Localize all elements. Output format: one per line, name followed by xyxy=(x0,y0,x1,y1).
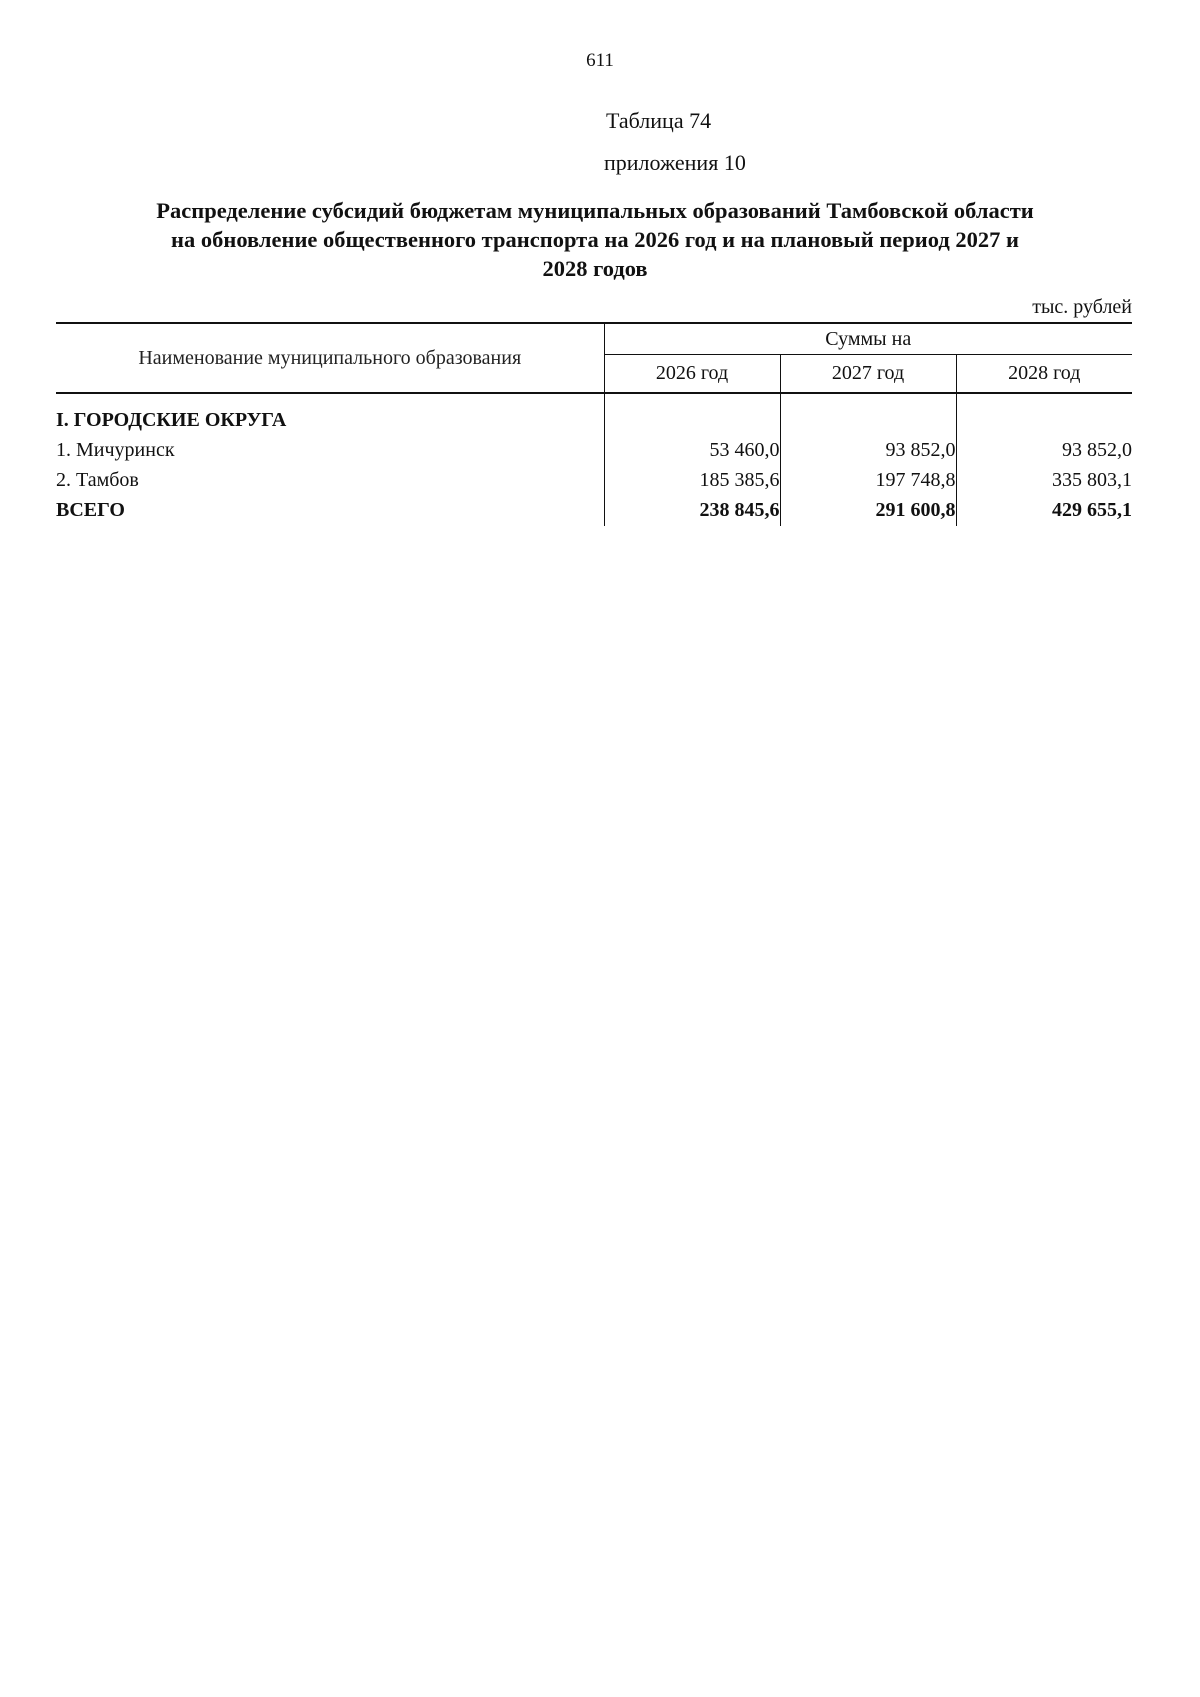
table-row xyxy=(56,462,1132,492)
header-year-2026: 2026 год xyxy=(604,355,780,393)
header-sums: Суммы на xyxy=(604,323,1132,355)
document-title xyxy=(100,196,1090,283)
subsidy-table xyxy=(56,322,1132,526)
value-2027: 197 748,8 xyxy=(780,462,956,492)
page-number: 611 xyxy=(586,50,614,71)
section-row xyxy=(56,393,1132,432)
municipality-name: 2. Тамбов xyxy=(56,462,604,492)
header-year-2027: 2027 год xyxy=(780,355,956,393)
total-2026: 238 845,6 xyxy=(604,492,780,526)
appendix-reference: приложения 10 xyxy=(604,150,746,175)
table-reference: Таблица 74 xyxy=(606,108,712,133)
section-title: I. ГОРОДСКИЕ ОКРУГА xyxy=(56,393,604,432)
header-municipality: Наименование муниципального образования xyxy=(56,323,604,393)
title-line: на обновление общественного транспорта на 2026 год и на плановый период 2027 и xyxy=(171,227,1019,252)
value-2028: 93 852,0 xyxy=(1062,439,1132,461)
value-2026: 185 385,6 xyxy=(604,462,780,492)
value-2027: 93 852,0 xyxy=(780,432,956,462)
title-line: 2028 годов xyxy=(542,256,648,281)
value-2026: 53 460,0 xyxy=(604,432,780,462)
total-label: ВСЕГО xyxy=(56,492,604,526)
municipality-name: 1. Мичуринск xyxy=(56,432,604,462)
total-row xyxy=(56,492,1132,526)
header-year-2028: 2028 год xyxy=(956,355,1132,393)
value-2028: 335 803,1 xyxy=(1052,469,1132,491)
total-2028: 429 655,1 xyxy=(1052,499,1132,521)
units-label: тыс. рублей xyxy=(1032,296,1132,318)
table-row xyxy=(56,432,1132,462)
title-line: Распределение субсидий бюджетам муниципальных образований Тамбовской области xyxy=(156,198,1034,223)
total-2027: 291 600,8 xyxy=(780,492,956,526)
